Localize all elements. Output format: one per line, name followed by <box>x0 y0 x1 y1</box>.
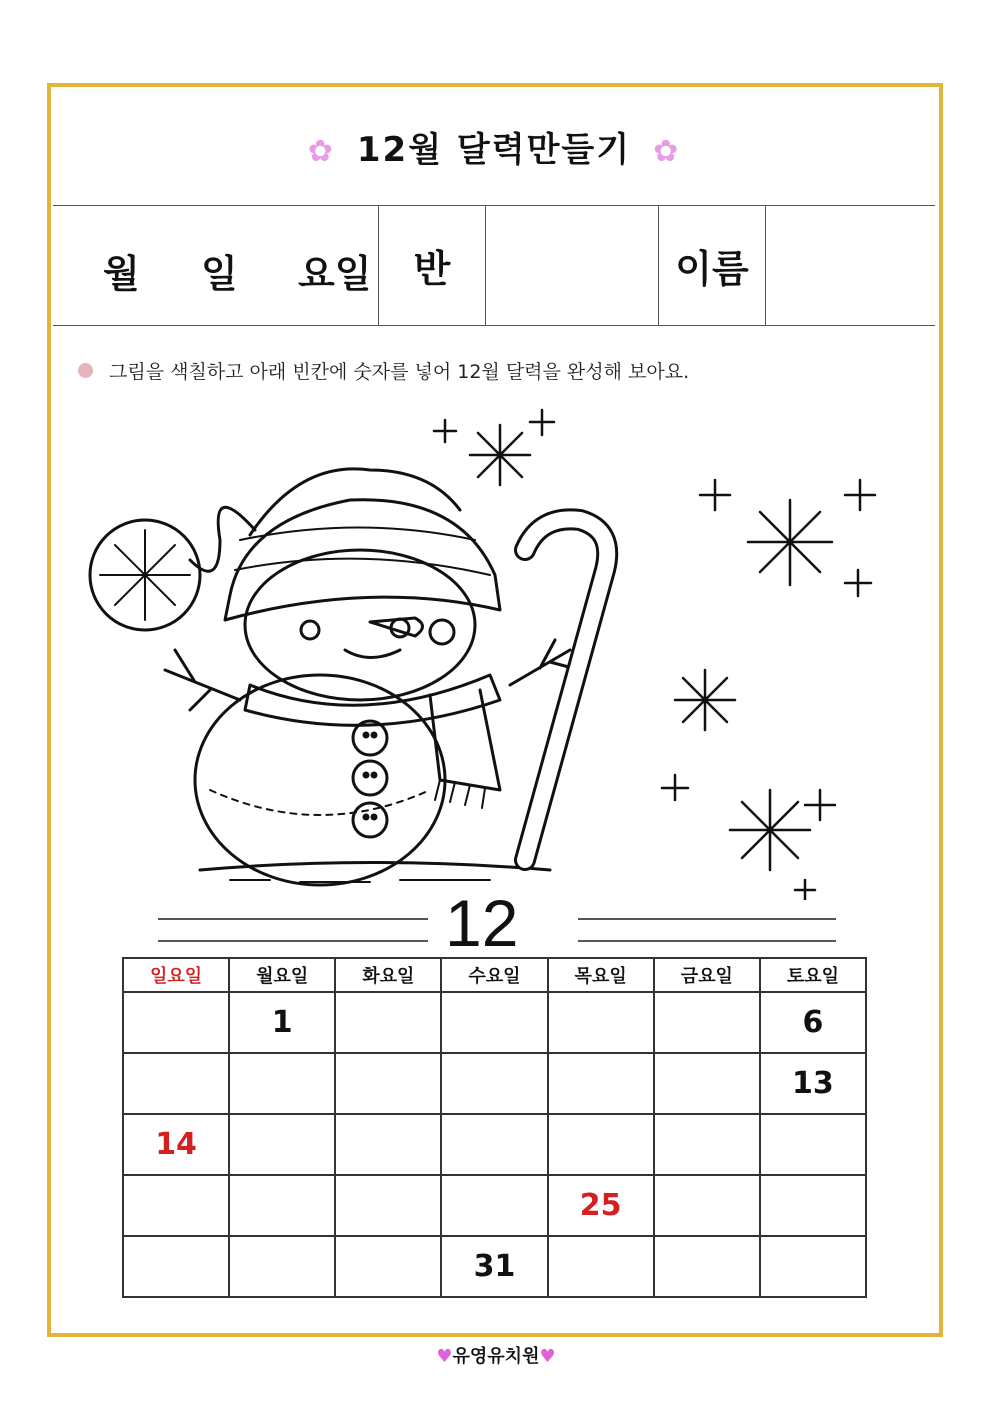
calendar-day-cell[interactable] <box>335 1236 441 1297</box>
snowman-illustration <box>70 400 900 900</box>
calendar-day-cell[interactable]: 1 <box>229 992 335 1053</box>
weekday-friday: 금요일 <box>654 958 760 992</box>
weekday-saturday: 토요일 <box>760 958 866 992</box>
calendar-day-cell[interactable] <box>441 992 547 1053</box>
calendar-day-cell[interactable] <box>123 1053 229 1114</box>
calendar-day-cell[interactable] <box>760 1175 866 1236</box>
calendar-day-cell[interactable] <box>654 1114 760 1175</box>
calendar-week-row <box>123 1114 866 1175</box>
heart-icon: ♥ <box>436 1346 453 1367</box>
name-field[interactable] <box>766 205 935 325</box>
calendar-day-cell[interactable] <box>760 1236 866 1297</box>
calendar-day-cell[interactable]: 6 <box>760 992 866 1053</box>
info-row <box>53 205 935 326</box>
calendar-week-row <box>123 992 866 1053</box>
day-label: 일 <box>201 252 238 296</box>
calendar-day-cell[interactable] <box>654 992 760 1053</box>
weekday-wednesday: 수요일 <box>441 958 547 992</box>
calendar-day-cell[interactable] <box>548 992 654 1053</box>
calendar-day-cell[interactable]: 14 <box>123 1114 229 1175</box>
weekday-sunday: 일요일 <box>123 958 229 992</box>
footer-text: 유영유치원 <box>452 1346 540 1367</box>
calendar-day-cell[interactable] <box>441 1175 547 1236</box>
calendar-day-cell[interactable] <box>654 1236 760 1297</box>
title-text: 12월 달력만들기 <box>356 130 632 170</box>
decorative-line <box>158 918 428 920</box>
calendar-day-cell[interactable] <box>335 1053 441 1114</box>
name-label: 이름 <box>659 205 766 325</box>
title-row <box>53 88 935 206</box>
calendar-day-cell[interactable] <box>654 1175 760 1236</box>
class-label: 반 <box>379 205 486 325</box>
calendar-day-cell[interactable] <box>548 1114 654 1175</box>
calendar-day-cell[interactable] <box>229 1114 335 1175</box>
calendar-day-cell[interactable] <box>229 1053 335 1114</box>
date-field[interactable] <box>53 205 379 325</box>
calendar-month-number: 12 <box>445 886 519 960</box>
calendar-day-cell[interactable] <box>335 1175 441 1236</box>
calendar-day-cell[interactable] <box>548 1053 654 1114</box>
page-title <box>53 122 935 171</box>
weekday-thursday: 목요일 <box>548 958 654 992</box>
calendar-day-cell[interactable]: 13 <box>760 1053 866 1114</box>
flower-icon: ✿ <box>653 134 681 169</box>
calendar-day-cell[interactable] <box>335 992 441 1053</box>
calendar-week-row <box>123 1236 866 1297</box>
weekday-header-row <box>123 958 866 992</box>
calendar-day-cell[interactable] <box>229 1175 335 1236</box>
weekday-label: 요일 <box>298 252 372 296</box>
decorative-line <box>578 918 836 920</box>
calendar-day-cell[interactable] <box>123 1236 229 1297</box>
calendar-day-cell[interactable] <box>441 1114 547 1175</box>
footer <box>0 1342 992 1368</box>
bullet-icon <box>78 363 93 378</box>
calendar-day-cell[interactable] <box>441 1053 547 1114</box>
calendar-day-cell[interactable] <box>654 1053 760 1114</box>
heart-icon: ♥ <box>539 1346 556 1367</box>
weekday-monday: 월요일 <box>229 958 335 992</box>
instruction <box>78 357 689 384</box>
calendar-week-row <box>123 1175 866 1236</box>
calendar-day-cell[interactable] <box>229 1236 335 1297</box>
calendar-table <box>122 957 867 1298</box>
calendar-day-cell[interactable]: 25 <box>548 1175 654 1236</box>
calendar-day-cell[interactable] <box>123 992 229 1053</box>
calendar-day-cell[interactable] <box>335 1114 441 1175</box>
month-label: 월 <box>103 252 140 296</box>
instruction-text: 그림을 색칠하고 아래 빈칸에 숫자를 넣어 12월 달력을 완성해 보아요. <box>109 361 690 383</box>
calendar-day-cell[interactable] <box>123 1175 229 1236</box>
flower-icon: ✿ <box>307 134 335 169</box>
calendar-day-cell[interactable] <box>548 1236 654 1297</box>
weekday-tuesday: 화요일 <box>335 958 441 992</box>
calendar-week-row <box>123 1053 866 1114</box>
class-field[interactable] <box>486 205 659 325</box>
decorative-line <box>578 940 836 942</box>
calendar-day-cell[interactable]: 31 <box>441 1236 547 1297</box>
decorative-line <box>158 940 428 942</box>
calendar-day-cell[interactable] <box>760 1114 866 1175</box>
